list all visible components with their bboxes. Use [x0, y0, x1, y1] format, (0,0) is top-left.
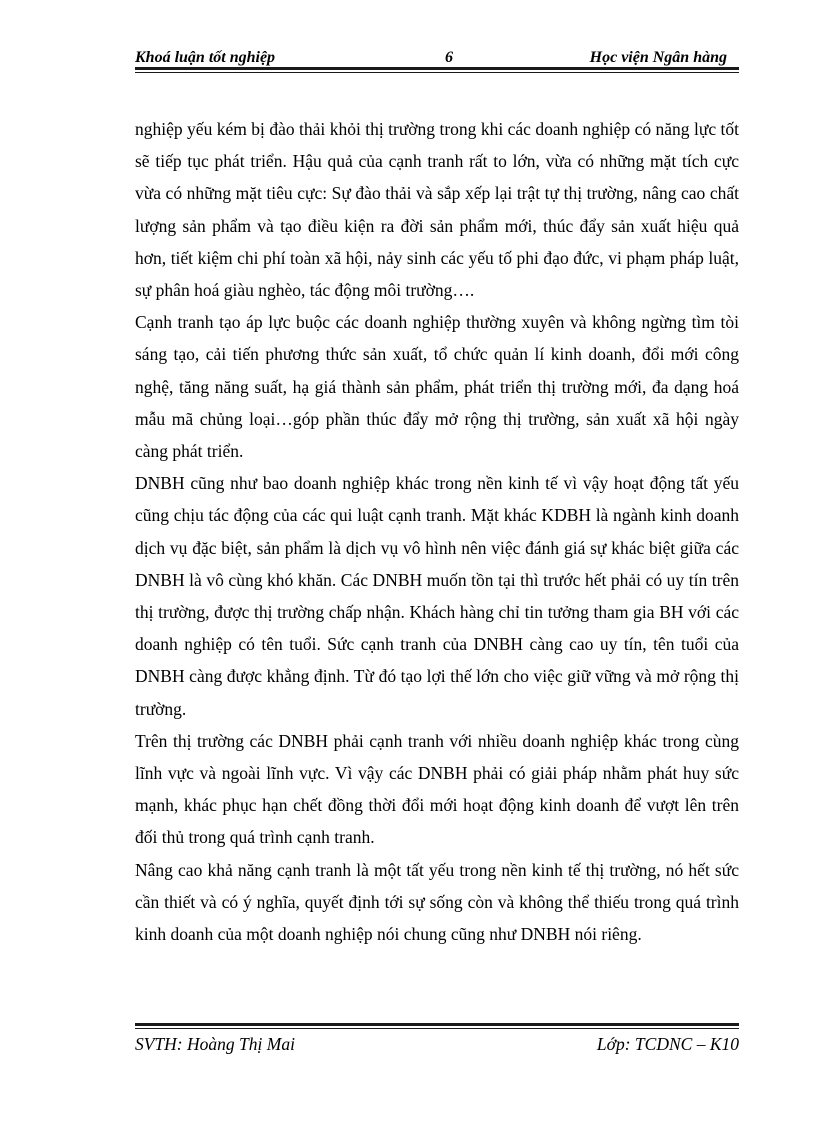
paragraph-5: Nâng cao khả năng cạnh tranh là một tất yếu trong nền kinh tế thị trường, nó hết sức cần thiết và có ý nghĩa, quyết định tới sự sống còn và không thể thiếu trong quá trình kinh doanh của một doanh nghiệp nói chung cũng như DNBH nói riêng.	[135, 859, 739, 945]
header-rule-thick	[135, 67, 739, 70]
paragraph-2: Cạnh tranh tạo áp lực buộc các doanh nghiệp thường xuyên và không ngừng tìm tòi sáng tạo, cải tiến phương thức sản xuất, tổ chức quản lí kinh doanh, đổi mới công nghệ, tăng năng suất, hạ giá thành sản phẩm, phát triển thị trường mới, đa dạng hoá mẫu mã chủng loại…góp phần thúc đẩy mở rộng thị trường, sản xuất xã hội ngày càng phát triển.	[135, 312, 739, 462]
header-rule-thin	[135, 72, 739, 73]
body-text	[135, 113, 739, 950]
paragraph-3: DNBH cũng như bao doanh nghiệp khác trong nền kinh tế vì vậy hoạt động tất yếu cũng chịu tác động của các qui luật cạnh tranh. Mặt khác KDBH là ngành kinh doanh dịch vụ đặc biệt, sản phẩm là dịch vụ vô hình nên việc đánh giá sự khác biệt giữa các DNBH là vô cùng khó khăn. Các DNBH muốn tồn tại thì trước hết phải có uy tín trên thị trường, được thị trường chấp nhận. Khách hàng chỉ tin tưởng tham gia BH với các doanh nghiệp có tên tuổi. Sức cạnh tranh của DNBH càng cao uy tín, tên tuổi của DNBH càng được khẳng định. Từ đó tạo lợi thế lớn cho việc giữ vững và mở rộng thị trường.	[135, 473, 739, 719]
header-institution: Học viện Ngân hàng	[589, 49, 727, 66]
footer-rule-thin	[135, 1028, 739, 1029]
footer-rule-thick	[135, 1023, 739, 1026]
footer-student: SVTH: Hoàng Thị Mai	[135, 1034, 295, 1054]
paragraph-4: Trên thị trường các DNBH phải cạnh tranh với nhiều doanh nghiệp khác trong cùng lĩnh vực và ngoài lĩnh vực. Vì vậy các DNBH phải có giải pháp nhằm phát huy sức mạnh, khác phục hạn chết đồng thời đổi mới hoạt động kinh doanh để vượt lên trên đối thủ trong quá trình cạnh tranh.	[135, 730, 739, 848]
page-number: 6	[445, 49, 453, 66]
page-header	[135, 47, 739, 69]
footer-class: Lớp: TCDNC – K10	[596, 1034, 739, 1054]
paragraph-1: nghiệp yếu kém bị đào thải khỏi thị trường trong khi các doanh nghiệp có năng lực tốt sẽ tiếp tục phát triển. Hậu quả của cạnh tranh rất to lớn, vừa có những mặt tích cực vừa có những mặt tiêu cực: Sự đào thải và sắp xếp lại trật tự thị trường, nâng cao chất lượng sản phẩm và tạo điều kiện ra đời sản phẩm mới, thúc đẩy sản xuất hiệu quả hơn, tiết kiệm chi phí toàn xã hội, nảy sinh các yếu tố phi đạo đức, vi phạm pháp luật, sự phân hoá giàu nghèo, tác động môi trường….	[135, 119, 739, 301]
header-thesis-title: Khoá luận tốt nghiệp	[135, 49, 276, 66]
page-footer	[135, 1032, 739, 1058]
